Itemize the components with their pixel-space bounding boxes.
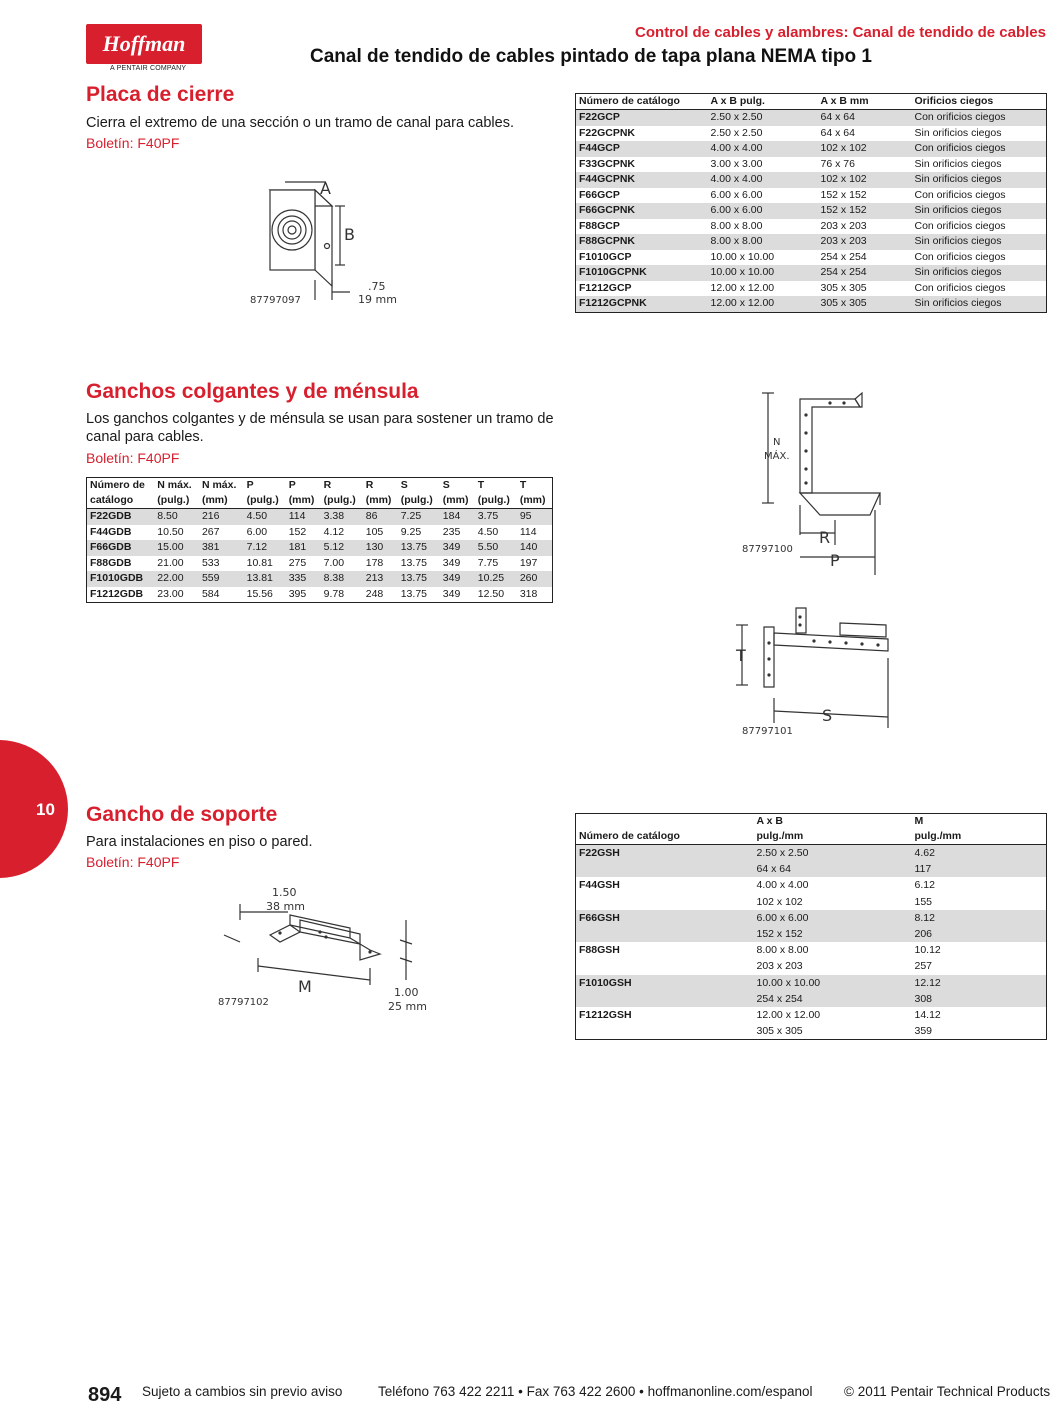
table-cell: 102 x 102 <box>818 141 912 157</box>
table-cell: 152 x 152 <box>818 203 912 219</box>
table-cell: 4.12 <box>323 525 345 538</box>
table-cell: 359 <box>914 1025 933 1038</box>
hoffman-logo <box>86 24 202 64</box>
table-row <box>576 126 1047 142</box>
table-row-metric <box>576 1023 1047 1040</box>
table-row <box>576 157 1047 173</box>
table-cell: 349 <box>442 556 461 569</box>
table-cell: 12.00 x 12.00 <box>756 1009 821 1022</box>
table-cell: 2.50 x 2.50 <box>754 845 912 862</box>
table-row-metric <box>576 861 1047 877</box>
catalog-number: F1010GSH <box>576 975 754 991</box>
table-cell: 13.75 <box>400 587 427 600</box>
col-header: catálogo <box>87 493 155 509</box>
col-header: A x B pulg. <box>708 94 818 110</box>
drawing-label-a: A <box>320 179 331 198</box>
catalog-number: F88GSH <box>579 944 620 957</box>
closure-plate-drawing <box>240 170 420 310</box>
label-p: P <box>830 551 840 570</box>
table-cell: 10.25 <box>475 571 517 587</box>
col-header: T <box>519 479 527 491</box>
table-cell: 152 x 152 <box>820 188 867 201</box>
table-cell: 9.25 <box>400 525 422 538</box>
table-row <box>87 540 553 556</box>
table-cell <box>576 958 754 974</box>
catalog-number: F66GDB <box>87 540 155 556</box>
closure-table <box>575 93 1047 313</box>
col-header: M <box>914 815 924 827</box>
col-header: (mm) <box>440 493 475 509</box>
label-max: MÁX. <box>764 451 790 462</box>
table-cell: 3.75 <box>475 509 517 525</box>
table-row-metric <box>576 894 1047 910</box>
table-row <box>576 975 1047 991</box>
page-number: 894 <box>88 1384 122 1406</box>
width-in: 1.50 <box>272 886 297 899</box>
table-cell: Sin orificios ciegos <box>912 234 1047 250</box>
drawing-dim-mm: 19 mm <box>358 293 397 306</box>
table-cell: 3.00 x 3.00 <box>710 157 763 170</box>
label-s: S <box>822 706 833 725</box>
table-cell: 7.75 <box>477 556 499 569</box>
table-cell: 10.81 <box>246 556 273 569</box>
table-cell: 117 <box>912 861 1047 877</box>
table-cell <box>576 894 754 910</box>
table-cell: 7.25 <box>398 509 440 525</box>
col-header: Número de catálogo <box>576 94 708 110</box>
table-cell: 5.50 <box>475 540 517 556</box>
table-cell: 203 x 203 <box>756 960 803 973</box>
drawing-dim-in: .75 <box>368 280 386 293</box>
col-header: pulg./mm <box>754 829 912 845</box>
table-cell: 13.75 <box>400 556 427 569</box>
table-cell: 4.50 <box>477 525 499 538</box>
table-cell: 13.81 <box>244 571 286 587</box>
closure-title: Placa de cierre <box>86 83 235 106</box>
table-cell: 102 x 102 <box>756 895 803 908</box>
col-header: Número de <box>90 479 145 491</box>
table-cell: 213 <box>363 571 398 587</box>
table-row-metric <box>576 958 1047 974</box>
catalog-number: F1212GDB <box>90 587 144 600</box>
col-header: A x B mm <box>818 94 912 110</box>
hangers-description-line2: canal para cables. <box>86 429 204 445</box>
table-row <box>576 265 1047 281</box>
table-cell: 155 <box>914 895 933 908</box>
table-cell: 12.00 x 12.00 <box>710 281 775 294</box>
catalog-number: F1010GCP <box>579 250 632 263</box>
table-cell: 4.50 <box>244 509 286 525</box>
catalog-number: F1212GSH <box>579 1009 632 1022</box>
catalog-number: F66GCPNK <box>576 203 708 219</box>
table-row-metric <box>576 926 1047 942</box>
table-cell: Sin orificios ciegos <box>912 172 1047 188</box>
table-cell: 349 <box>442 587 461 600</box>
drawing-id: 87797100 <box>742 544 793 555</box>
table-cell: Con orificios ciegos <box>912 141 1047 157</box>
table-cell: 275 <box>288 556 307 569</box>
table-row <box>576 250 1047 266</box>
col-header: R <box>323 479 332 491</box>
table-row <box>576 942 1047 958</box>
support-description: Para instalaciones en piso o pared. <box>86 834 313 850</box>
table-row <box>576 845 1047 862</box>
footer-contact: Teléfono 763 422 2211 • Fax 763 422 2600 • hoffmanonline.com/espanol <box>378 1384 813 1399</box>
label-m: M <box>298 977 312 996</box>
table-cell: 197 <box>519 556 538 569</box>
col-header: S <box>400 479 408 491</box>
table-cell: Sin orificios ciegos <box>912 203 1047 219</box>
table-cell: 6.00 x 6.00 <box>710 188 763 201</box>
catalog-number: F33GCPNK <box>579 157 636 170</box>
catalog-number: F22GSH <box>576 845 754 862</box>
col-header: T <box>477 479 485 491</box>
catalog-number: F88GDB <box>90 556 132 569</box>
table-cell: 105 <box>365 525 384 538</box>
label-r: R <box>819 528 831 547</box>
table-cell: 14.12 <box>914 1009 941 1022</box>
label-n: N <box>773 437 781 448</box>
table-cell: 8.38 <box>321 571 363 587</box>
hanger-flat-drawing <box>736 603 900 738</box>
table-cell: 15.56 <box>246 587 273 600</box>
support-table <box>575 813 1047 1040</box>
width-mm: 38 mm <box>266 900 305 913</box>
catalog-number: F22GCPNK <box>579 126 636 139</box>
table-cell: 64 x 64 <box>754 861 912 877</box>
col-header: N máx. <box>201 479 237 491</box>
table-cell: 203 x 203 <box>820 219 867 232</box>
table-cell <box>576 1023 754 1040</box>
table-cell: 305 x 305 <box>818 296 912 312</box>
table-cell: 4.62 <box>912 845 1047 862</box>
table-cell: 178 <box>365 556 384 569</box>
col-header: (mm) <box>517 493 553 509</box>
col-header: Orificios ciegos <box>912 94 1047 110</box>
table-cell: 216 <box>199 509 244 525</box>
table-cell: 2.50 x 2.50 <box>710 126 763 139</box>
table-cell: 10.12 <box>914 944 941 957</box>
table-cell: 8.00 x 8.00 <box>708 234 818 250</box>
table-cell: 6.12 <box>914 879 935 892</box>
catalog-number: F22GDB <box>87 509 155 525</box>
table-cell: 12.50 <box>477 587 505 600</box>
table-cell: 4.00 x 4.00 <box>708 172 818 188</box>
hangers-title: Ganchos colgantes y de ménsula <box>86 380 419 403</box>
hangers-table <box>86 477 553 603</box>
catalog-number: F44GSH <box>579 879 620 892</box>
table-cell: 10.00 x 10.00 <box>708 265 818 281</box>
table-cell: 260 <box>517 571 553 587</box>
hangers-description-line1: Los ganchos colgantes y de ménsula se usan para sostener un tramo de <box>86 411 554 427</box>
footer-notice: Sujeto a cambios sin previo aviso <box>142 1384 343 1399</box>
table-cell: 7.00 <box>323 556 345 569</box>
table-cell: 23.00 <box>157 587 184 600</box>
col-header: P <box>246 479 254 491</box>
col-header: (pulg.) <box>475 493 517 509</box>
catalog-number: F66GCP <box>579 188 620 201</box>
table-cell: 206 <box>912 926 1047 942</box>
col-header: (pulg.) <box>154 493 199 509</box>
support-hook-drawing <box>210 880 450 1015</box>
height-mm: 25 mm <box>388 1000 427 1013</box>
label-t: T <box>736 646 746 665</box>
table-cell: Sin orificios ciegos <box>914 157 1002 170</box>
col-header: (pulg.) <box>244 493 286 509</box>
table-cell: 8.12 <box>912 910 1047 926</box>
table-row <box>87 571 553 587</box>
table-row <box>87 587 553 603</box>
table-cell: 22.00 <box>154 571 199 587</box>
table-row-metric <box>576 991 1047 1007</box>
table-cell: 184 <box>440 509 475 525</box>
table-cell: 6.00 x 6.00 <box>754 910 912 926</box>
support-bulletin: Boletín: F40PF <box>86 854 180 870</box>
col-header: (mm) <box>286 493 321 509</box>
drawing-id: 87797101 <box>742 726 793 737</box>
hanger-bracket-drawing <box>740 385 900 580</box>
table-cell: Con orificios ciegos <box>914 281 1006 294</box>
table-cell: 308 <box>912 991 1047 1007</box>
table-row <box>87 509 553 525</box>
footer-copyright: © 2011 Pentair Technical Products <box>844 1384 1051 1399</box>
table-cell: Sin orificios ciegos <box>912 296 1047 312</box>
table-row <box>87 556 553 572</box>
table-cell: 3.38 <box>321 509 363 525</box>
table-cell: 533 <box>201 556 220 569</box>
table-cell <box>576 926 754 942</box>
table-cell: 9.78 <box>323 587 345 600</box>
catalog-number: F66GSH <box>576 910 754 926</box>
table-cell: 257 <box>914 960 933 973</box>
chapter-tab <box>0 740 68 878</box>
table-cell: 21.00 <box>157 556 184 569</box>
table-row <box>576 172 1047 188</box>
col-header: S <box>442 479 450 491</box>
table-cell: 5.12 <box>321 540 363 556</box>
drawing-id: 87797102 <box>218 997 269 1008</box>
table-cell: 181 <box>286 540 321 556</box>
table-cell: 114 <box>519 525 537 538</box>
table-row <box>576 296 1047 312</box>
table-cell: 130 <box>363 540 398 556</box>
col-header: (pulg.) <box>398 493 440 509</box>
table-cell: 584 <box>201 587 220 600</box>
catalog-number: F88GCPNK <box>576 234 708 250</box>
table-cell: 114 <box>286 509 321 525</box>
col-header: (mm) <box>363 493 398 509</box>
hangers-bulletin: Boletín: F40PF <box>86 450 180 466</box>
logo-wordmark: Hoffman <box>102 31 186 56</box>
table-row <box>576 203 1047 219</box>
col-header: (mm) <box>199 493 244 509</box>
table-cell: 15.00 <box>154 540 199 556</box>
table-cell: Sin orificios ciegos <box>914 126 1002 139</box>
table-cell: 4.00 x 4.00 <box>756 879 809 892</box>
table-cell: 203 x 203 <box>818 234 912 250</box>
table-cell: 152 <box>288 525 307 538</box>
table-row <box>576 188 1047 204</box>
table-cell <box>576 861 754 877</box>
table-cell: 7.12 <box>244 540 286 556</box>
table-cell: 10.00 x 10.00 <box>754 975 912 991</box>
table-cell: 6.00 <box>246 525 268 538</box>
table-cell: 254 x 254 <box>754 991 912 1007</box>
col-header: N máx. <box>157 479 192 491</box>
table-cell: 2.50 x 2.50 <box>708 110 818 126</box>
catalog-number: F44GCP <box>576 141 708 157</box>
table-header-row <box>576 94 1047 110</box>
table-cell: 267 <box>201 525 220 538</box>
table-cell: 4.00 x 4.00 <box>708 141 818 157</box>
table-row <box>87 525 553 541</box>
height-in: 1.00 <box>394 986 419 999</box>
table-cell: 152 x 152 <box>754 926 912 942</box>
table-cell: 64 x 64 <box>818 110 912 126</box>
table-cell: 8.50 <box>154 509 199 525</box>
table-cell: 349 <box>440 571 475 587</box>
page-title: Canal de tendido de cables pintado de tapa plana NEMA tipo 1 <box>310 46 872 67</box>
catalog-number: F44GCPNK <box>576 172 708 188</box>
catalog-number: F88GCP <box>579 219 620 232</box>
table-cell: 140 <box>517 540 553 556</box>
catalog-number: F1010GCPNK <box>576 265 708 281</box>
catalog-number: F1212GCP <box>579 281 632 294</box>
table-row <box>576 219 1047 235</box>
table-row <box>576 1007 1047 1023</box>
table-cell: 6.00 x 6.00 <box>708 203 818 219</box>
table-cell: 12.12 <box>912 975 1047 991</box>
catalog-number: F44GDB <box>90 525 132 538</box>
table-cell: Con orificios ciegos <box>914 250 1006 263</box>
col-header: P <box>288 479 296 491</box>
table-row <box>576 877 1047 893</box>
table-cell: 64 x 64 <box>820 126 855 139</box>
col-header: A x B <box>756 815 783 827</box>
table-cell: 335 <box>286 571 321 587</box>
col-header: (pulg.) <box>321 493 363 509</box>
table-row <box>576 110 1047 126</box>
category-title: Control de cables y alambres: Canal de tendido de cables <box>635 24 1046 41</box>
catalog-number: F1010GDB <box>87 571 155 587</box>
table-row <box>576 234 1047 250</box>
drawing-label-b: B <box>344 225 355 244</box>
chapter-number: 10 <box>36 800 55 819</box>
catalog-number: F1212GCPNK <box>576 296 708 312</box>
table-cell: 8.00 x 8.00 <box>756 944 809 957</box>
table-cell: 305 x 305 <box>820 281 867 294</box>
table-cell: 381 <box>199 540 244 556</box>
closure-description: Cierra el extremo de una sección o un tramo de canal para cables. <box>86 115 514 131</box>
support-title: Gancho de soporte <box>86 803 278 826</box>
table-cell: Con orificios ciegos <box>912 110 1047 126</box>
table-cell: Con orificios ciegos <box>914 188 1006 201</box>
col-header <box>576 814 754 830</box>
table-cell: 13.75 <box>398 540 440 556</box>
table-row <box>576 141 1047 157</box>
table-row <box>576 281 1047 297</box>
table-cell: 76 x 76 <box>820 157 855 170</box>
table-cell: 86 <box>363 509 398 525</box>
table-cell: 12.00 x 12.00 <box>708 296 818 312</box>
table-cell: 349 <box>440 540 475 556</box>
table-cell: 305 x 305 <box>756 1025 803 1038</box>
table-cell: 318 <box>519 587 538 600</box>
table-cell: 254 x 254 <box>820 250 867 263</box>
table-cell: Sin orificios ciegos <box>912 265 1047 281</box>
drawing-id: 87797097 <box>250 295 301 306</box>
table-cell <box>576 991 754 1007</box>
closure-bulletin: Boletín: F40PF <box>86 135 180 151</box>
logo-tagline: A PENTAIR COMPANY <box>110 65 187 72</box>
col-header: Número de catálogo <box>576 829 754 845</box>
table-cell: Con orificios ciegos <box>914 219 1006 232</box>
table-row <box>576 910 1047 926</box>
col-header: R <box>365 479 374 491</box>
table-cell: 10.50 <box>157 525 184 538</box>
col-header: pulg./mm <box>912 829 1047 845</box>
table-cell: 235 <box>442 525 461 538</box>
table-cell: 559 <box>199 571 244 587</box>
table-cell: 8.00 x 8.00 <box>710 219 763 232</box>
table-cell: 254 x 254 <box>818 265 912 281</box>
catalog-number: F22GCP <box>576 110 708 126</box>
table-cell: 395 <box>288 587 307 600</box>
table-cell: 10.00 x 10.00 <box>710 250 775 263</box>
table-cell: 102 x 102 <box>818 172 912 188</box>
table-cell: 95 <box>517 509 553 525</box>
table-cell: 13.75 <box>398 571 440 587</box>
table-cell: 248 <box>365 587 384 600</box>
